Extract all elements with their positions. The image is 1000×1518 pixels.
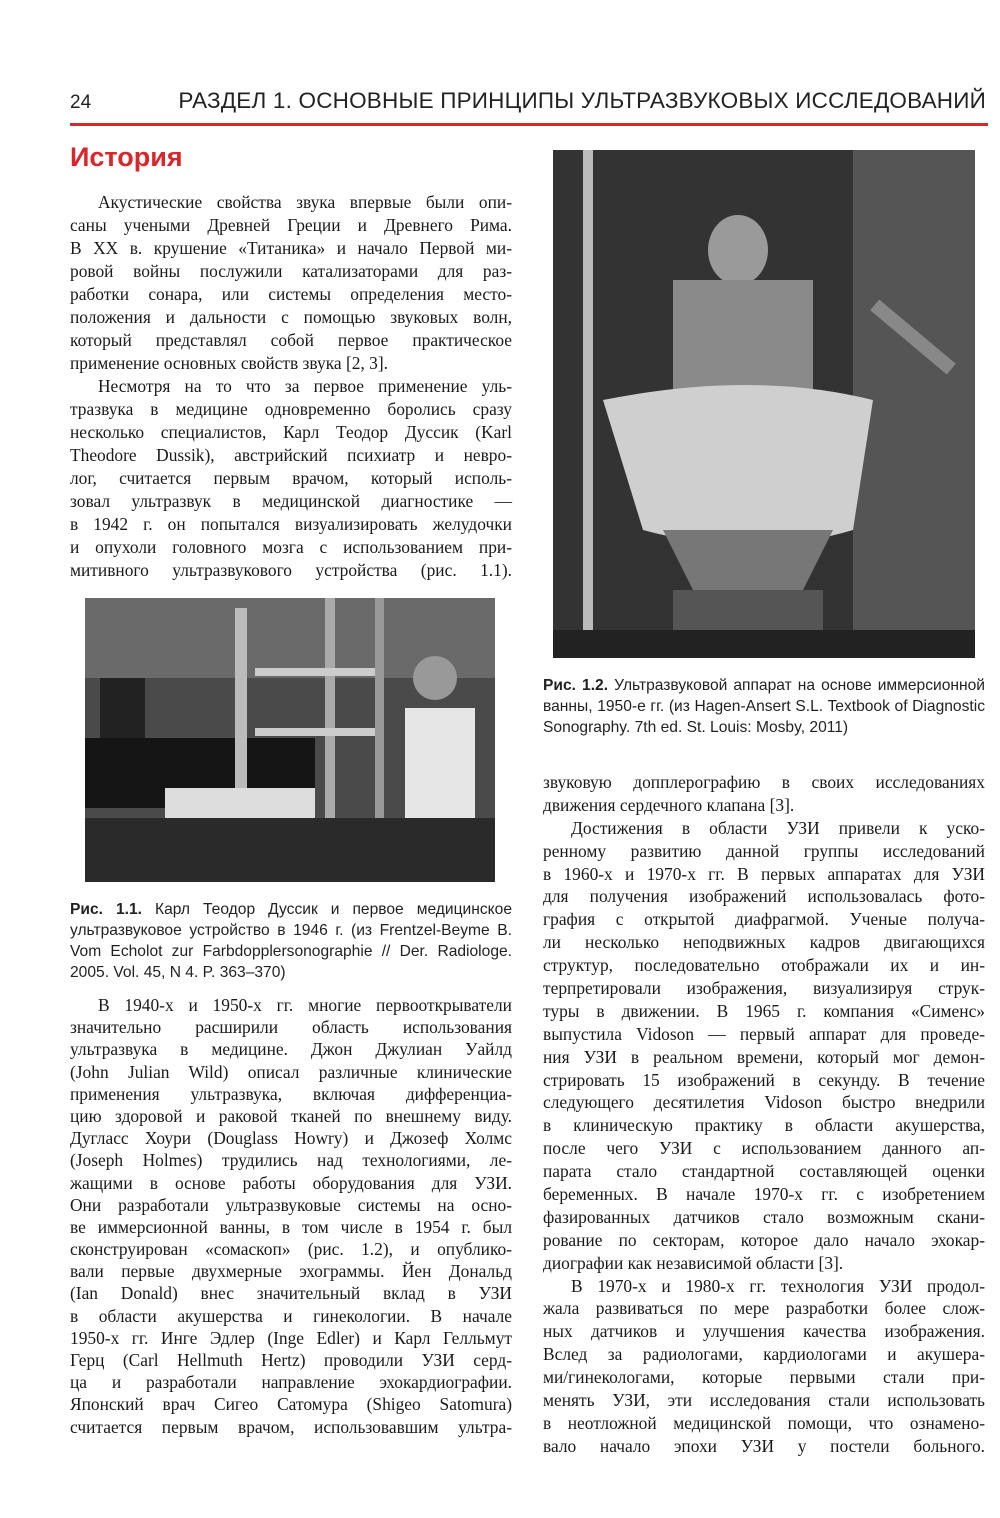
figure-1-2-photo bbox=[553, 150, 975, 658]
photo-dussik-device bbox=[85, 598, 495, 882]
text-line: менять УЗИ, эти исследования стали использовать bbox=[543, 1390, 985, 1411]
text-line: парата стало стандартной составляющей оценки bbox=[543, 1161, 985, 1182]
text-line: выпустила Vidoson — первый аппарат для проведе- bbox=[543, 1023, 985, 1044]
text-line: беременных. В начале 1970-х гг. с изобретением bbox=[543, 1184, 985, 1205]
text-line: для получения изображений использовалась фото- bbox=[543, 886, 985, 907]
text-line: В XX в. крушение «Титаника» и начало Первой ми- bbox=[70, 238, 512, 258]
text-line: саны учеными Древней Греции и Древнего Рима. bbox=[70, 215, 512, 235]
text-line: ния УЗИ в реальном времени, который мог демон- bbox=[543, 1046, 985, 1067]
text-line: ми/гинекологами, которые первыми стали при- bbox=[543, 1367, 985, 1388]
running-head: РАЗДЕЛ 1. ОСНОВНЫЕ ПРИНЦИПЫ УЛЬТРАЗВУКОВЫХ ИССЛЕДОВАНИЙ bbox=[178, 88, 986, 113]
text-line: (John Julian Wild) описал различные клинические bbox=[70, 1061, 512, 1082]
text-line: 1950-х гг. Инге Эдлер (Inge Edler) и Карл Гелльмут bbox=[70, 1327, 512, 1348]
text-line: применения ультразвука, включая дифференциа- bbox=[70, 1083, 512, 1104]
paragraph bbox=[70, 375, 512, 582]
text-line: в области акушерства и гинекологии. В начале bbox=[70, 1305, 512, 1326]
text-line: тразвука в медицине одновременно боролись сразу bbox=[70, 399, 512, 419]
text-line: применение основных свойств звука [2, 3]. bbox=[70, 353, 388, 373]
text-line: после чего УЗИ с использованием данного ап- bbox=[543, 1138, 985, 1159]
text-line: В 1970-х и 1980-х гг. технология УЗИ продол- bbox=[571, 1275, 985, 1296]
text-line: структур, последовательно отображали их и ин- bbox=[543, 955, 985, 976]
text-line: звуковую допплерографию в своих исследованиях bbox=[543, 772, 985, 792]
header-rule bbox=[70, 123, 988, 126]
text-line: лог, считается первым врачом, который исполь- bbox=[70, 468, 512, 488]
text-line: (Ian Donald) внес значительный вклад в УЗИ bbox=[70, 1283, 512, 1304]
text-line: ве иммерсионной ванны, в том числе в 1954 г. был bbox=[70, 1216, 512, 1237]
figure-1-2-caption bbox=[543, 675, 985, 738]
text-line: работки сонара, или системы определения место- bbox=[70, 284, 512, 304]
figure-1-1-caption bbox=[70, 899, 512, 983]
text-line: Дугласс Хоури (Douglass Howry) и Джозеф Холмс bbox=[70, 1128, 512, 1149]
text-line: Акустические свойства звука впервые были опи- bbox=[98, 192, 512, 212]
text-line: рование по секторам, которое дало начало эхокар- bbox=[543, 1229, 985, 1250]
text-line: Theodore Dussik), австрийский психиатр и невро- bbox=[70, 445, 512, 465]
figure-1-1-photo bbox=[85, 598, 495, 882]
left-column-bottom-text bbox=[70, 994, 512, 1438]
paragraph bbox=[70, 191, 512, 375]
figure-1-1-text: Карл Теодор Дуссик и первое медицинское ультразвуковое устройство в 1946 г. (из Frentzel-Beyme B. Vom Echolot zur Farbdopplersonographie // Der. Radiologe. 2005. Vol. 45, N 4. P. 363–370) bbox=[70, 901, 512, 981]
text-line: следующего десятилетия Vidoson быстро внедрили bbox=[543, 1092, 985, 1113]
text-line: в клиническую практику в области акушерства, bbox=[543, 1115, 985, 1136]
text-line: цию здоровой и раковой тканей по внешнему виду. bbox=[70, 1105, 512, 1126]
text-line: терпретировали изображения, визуализируя струк- bbox=[543, 978, 985, 999]
text-line: диографии как независимой области [3]. bbox=[543, 1252, 844, 1273]
paragraph bbox=[543, 817, 985, 1275]
text-line: несколько специалистов, Карл Теодор Дуссик (Karl bbox=[70, 422, 512, 442]
text-line: зовал ультразвук в медицинской диагностике — bbox=[70, 491, 512, 511]
text-line: в 1960-х и 1970-х гг. В первых аппаратах для УЗИ bbox=[543, 863, 985, 884]
text-line: ных датчиков и улучшения качества изображения. bbox=[543, 1321, 985, 1342]
paragraph bbox=[543, 771, 985, 817]
text-line: значительно расширили область использования bbox=[70, 1017, 512, 1038]
photo-immersion-tank bbox=[553, 150, 975, 658]
text-line: Японский врач Сигео Сатомура (Shigeo Satomura) bbox=[70, 1394, 512, 1415]
text-line: стрировать 15 изображений в секунду. В течение bbox=[543, 1069, 985, 1090]
text-line: жала развиваться по мере разработки более слож- bbox=[543, 1298, 985, 1319]
page-number: 24 bbox=[70, 92, 92, 113]
text-line: графия с открытой диафрагмой. Ученые получа- bbox=[543, 909, 985, 930]
text-line: считается первым врачом, использовавшим ультра- bbox=[70, 1416, 512, 1437]
text-line: Вслед за радиологами, кардиологами и акушера- bbox=[543, 1344, 985, 1365]
text-line: вали первые двухмерные эхограммы. Йен Дональд bbox=[70, 1261, 512, 1282]
text-line: Несмотря на то что за первое применение уль- bbox=[98, 376, 512, 396]
text-line: туры в движении. В 1965 г. компания «Сименс» bbox=[543, 1000, 985, 1021]
text-line: и опухоли головного мозга с использованием при- bbox=[70, 537, 512, 557]
text-line: в 1942 г. он попытался визуализировать желудочки bbox=[70, 514, 512, 534]
text-line: в неотложной медицинской помощи, что ознамено- bbox=[543, 1412, 985, 1433]
section-title: История bbox=[70, 142, 183, 172]
paragraph bbox=[543, 1275, 985, 1458]
text-line: (Joseph Holmes) трудились над технологиями, ле- bbox=[70, 1150, 512, 1171]
text-line: движения сердечного клапана [3]. bbox=[543, 794, 795, 815]
figure-1-2-text: Ультразвуковой аппарат на основе иммерсионной ванны, 1950-е гг. (из Hagen-Ansert S.L. Textbook of Diagnostic Sonography. 7th ed. St. Louis: Mosby, 2011) bbox=[543, 677, 985, 736]
right-column-bottom-text bbox=[543, 771, 985, 1458]
text-line: фазированных датчиков стало возможным скани- bbox=[543, 1206, 985, 1227]
text-line: митивного ультразвукового устройства (рис. 1.1). bbox=[70, 560, 512, 580]
text-line: Герц (Carl Hellmuth Hertz) проводили УЗИ серд- bbox=[70, 1350, 512, 1370]
text-line: ца и разработали направление эхокардиографии. bbox=[70, 1372, 512, 1393]
text-line: положения и дальности с помощью звуковых волн, bbox=[70, 307, 512, 327]
text-line: вало начало эпохи УЗИ у постели больного. bbox=[543, 1435, 985, 1456]
text-line: В 1940-х и 1950-х гг. многие первооткрыватели bbox=[98, 995, 512, 1015]
text-line: ли несколько неподвижных кадров двигающихся bbox=[543, 932, 985, 953]
text-line: ровой войны послужили катализаторами для раз- bbox=[70, 261, 512, 281]
text-line: который представлял собой первое практическое bbox=[70, 330, 512, 350]
text-line: Они разработали ультразвуковые системы на осно- bbox=[70, 1194, 512, 1215]
text-line: ренному развитию данной группы исследований bbox=[543, 840, 985, 861]
figure-1-2-label: Рис. 1.2. bbox=[543, 677, 609, 694]
figure-1-1-label: Рис. 1.1. bbox=[70, 901, 143, 918]
text-line: Достижения в области УЗИ привели к уско- bbox=[571, 817, 985, 838]
paragraph bbox=[70, 994, 512, 1438]
text-line: сконструирован «сомаскоп» (рис. 1.2), и опублико- bbox=[70, 1239, 512, 1260]
left-column-top-text bbox=[70, 191, 512, 582]
text-line: жащими в основе работы оборудования для УЗИ. bbox=[70, 1172, 512, 1193]
text-line: ультразвука в медицине. Джон Джулиан Уайлд bbox=[70, 1039, 512, 1060]
